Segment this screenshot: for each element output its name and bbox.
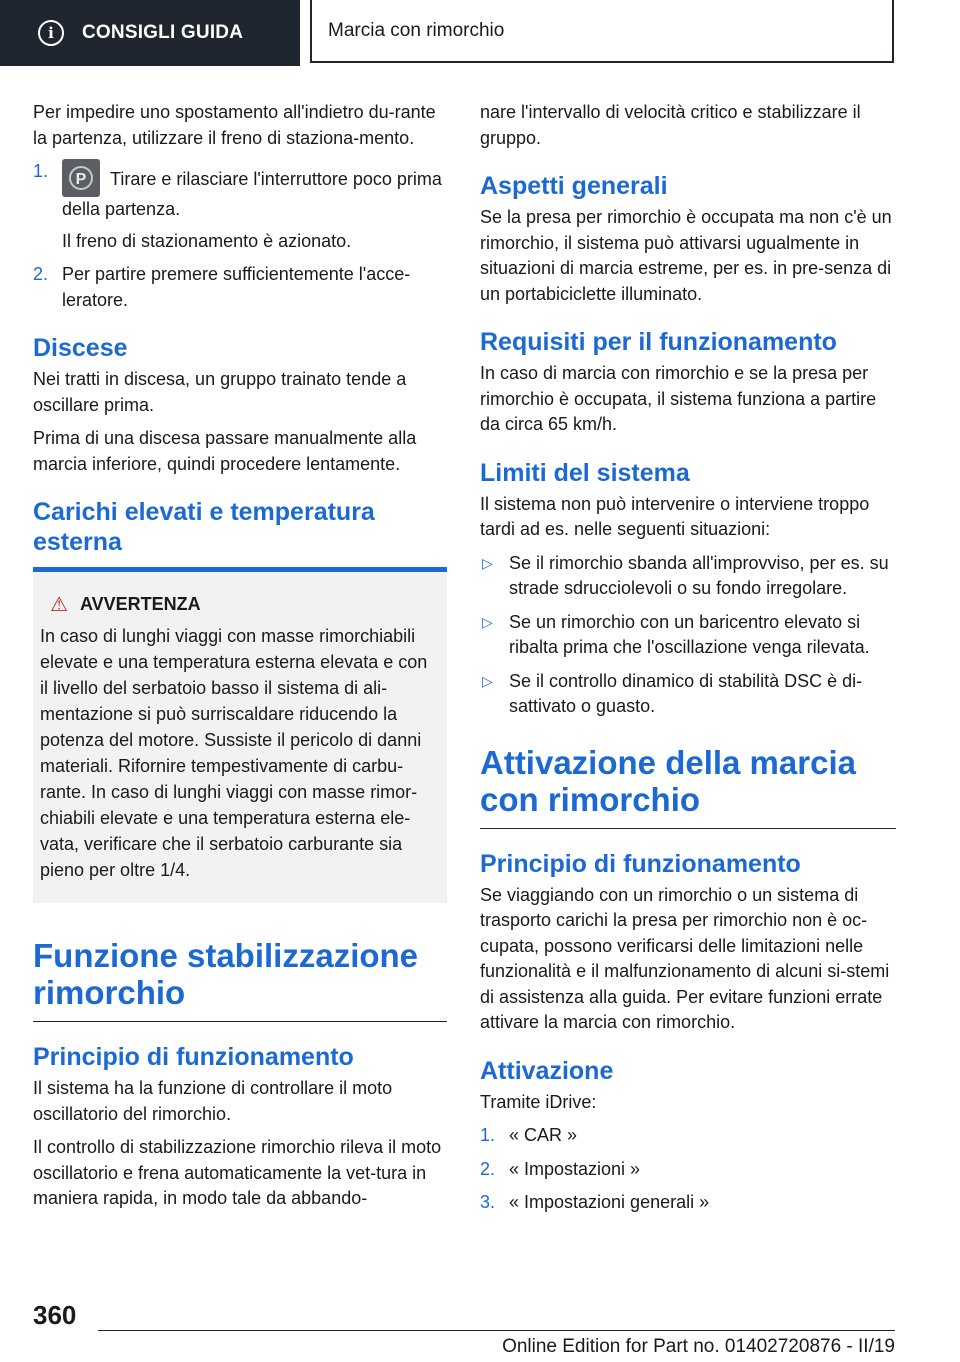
section-title: CONSIGLI GUIDA — [82, 22, 244, 43]
warning-box — [33, 567, 447, 903]
step-item — [480, 1157, 896, 1183]
paragraph: Tramite iDrive: — [480, 1091, 597, 1112]
chapter-title: Marcia con rimorchio — [328, 19, 505, 41]
heading-principio: Principio di funzionamento — [480, 849, 801, 878]
step-item — [33, 262, 447, 313]
heading-discese: Discese — [33, 334, 128, 362]
step-number: 2. — [33, 264, 49, 284]
right-column — [480, 100, 896, 1224]
parking-brake-steps — [33, 159, 447, 313]
paragraph: Nei tratti in discesa, un gruppo trainato tende a oscillare prima. — [33, 369, 407, 415]
triangle-bullet-icon: ▷ — [482, 554, 493, 571]
step-text: Per partire premere sufficientemente l'acce-leratore. — [62, 264, 411, 310]
footer-divider — [98, 1330, 895, 1331]
info-icon: i — [38, 20, 64, 46]
step-number: 2. — [480, 1158, 496, 1179]
warning-triangle-icon: ⚠ — [50, 594, 68, 616]
step-item — [33, 159, 447, 254]
page-footer — [0, 1290, 960, 1362]
heading-principio: Principio di funzionamento — [33, 1043, 354, 1071]
left-column — [33, 100, 447, 1220]
heading-carichi: Carichi elevati e temperatura esterna — [33, 498, 375, 556]
heading-requisiti: Requisiti per il funzionamento — [480, 328, 837, 356]
heading-attivazione: Attivazione — [480, 1056, 614, 1085]
step-text: « Impostazioni » — [509, 1158, 641, 1179]
list-item-text: Se il rimorchio sbanda all'improvviso, per es. su strade sdrucciolevoli o su fondo irregolare. — [509, 552, 889, 598]
paragraph: Prima di una discesa passare manualmente alla marcia inferiore, quindi procedere lentamente. — [33, 428, 417, 474]
heading-limiti: Limiti del sistema — [480, 458, 690, 487]
heading-attivazione-marcia: Attivazione della marcia con rimorchio — [480, 744, 896, 829]
parking-brake-button-icon — [62, 159, 100, 197]
step-text: « Impostazioni generali » — [509, 1192, 710, 1212]
triangle-bullet-icon: ▷ — [482, 613, 493, 630]
list-item-text: Se il controllo dinamico di stabilità DSC è di-sattivato o guasto. — [509, 670, 863, 716]
section-tab — [0, 0, 300, 66]
paragraph: In caso di marcia con rimorchio e se la presa per rimorchio è occupata, il sistema funziona a partire da circa 65 km/h. — [480, 363, 877, 434]
warning-title — [40, 592, 439, 617]
page-header — [0, 0, 960, 66]
paragraph: Se viaggiando con un rimorchio o un sistema di trasporto carichi la presa per rimorchio non è oc-cupata, possono verificarsi delle limitazioni nelle funzionalità e il malfunzionamento di alcuni si-stemi di assistenza alla guida. Per evitare funzioni errate attivare la marcia con rimorchio. — [480, 884, 890, 1032]
step-number: 1. — [33, 161, 49, 181]
step-number: 1. — [480, 1125, 496, 1145]
warning-text: In caso di lunghi viaggi con masse rimorchiabili elevate e una temperatura esterna elevata e con il livello del serbatoio basso il sistema di ali-mentazione si può surriscaldare riducendo la potenza del motore. Sussiste il pericolo di danni materiali. Rifornire tempestivamente di carbu-rante. In caso di lunghi viaggi con masse rimor-chiabili elevate e una temperatura esterna ele-vata, verificare che il serbatoio carburante sia pieno per oltre 1/4. — [40, 626, 428, 880]
heading-aspetti: Aspetti generali — [480, 172, 668, 200]
list-item — [480, 610, 896, 661]
paragraph: Il controllo di stabilizzazione rimorchio rileva il moto oscillatorio e frena automaticamente la vet-tura in maniera rapida, in modo tale da abbando- — [33, 1137, 442, 1208]
step-item — [480, 1190, 896, 1216]
chapter-tab — [310, 0, 894, 63]
step-text: Tirare e rilasciare l'interruttore poco prima della partenza. — [62, 169, 442, 219]
step-subtext: Il freno di stazionamento è azionato. — [62, 230, 352, 251]
page-number: 360 — [33, 1300, 77, 1330]
paragraph: Il sistema ha la funzione di controllare il moto oscillatorio del rimorchio. — [33, 1078, 393, 1124]
limits-list — [480, 551, 896, 720]
step-text: « CAR » — [509, 1125, 578, 1145]
list-item — [480, 551, 896, 602]
step-item — [480, 1123, 896, 1149]
list-item — [480, 669, 896, 720]
intro-paragraph: Per impedire uno spostamento all'indietro du-rante la partenza, utilizzare il freno di staziona-mento. — [33, 102, 436, 148]
heading-funzione-stabilizzazione: Funzione stabilizzazione rimorchio — [33, 937, 447, 1022]
paragraph: Se la presa per rimorchio è occupata ma non c'è un rimorchio, il sistema può attivarsi ugualmente in situazioni di marcia estreme, per es. in pre-senza di un portabiciclette illuminato. — [480, 207, 892, 304]
warning-label: AVVERTENZA — [79, 594, 201, 614]
triangle-bullet-icon: ▷ — [482, 672, 493, 689]
idrive-steps — [480, 1123, 896, 1216]
paragraph: nare l'intervallo di velocità critico e stabilizzare il gruppo. — [480, 102, 861, 148]
paragraph: Il sistema non può intervenire o interviene troppo tardi ad es. nelle seguenti situazioni: — [480, 493, 870, 539]
edition-text: Online Edition for Part no. 01402720876 - II/19 — [502, 1336, 895, 1357]
list-item-text: Se un rimorchio con un baricentro elevato si ribalta prima che l'oscillazione venga rilevata. — [509, 611, 870, 657]
step-number: 3. — [480, 1192, 496, 1212]
